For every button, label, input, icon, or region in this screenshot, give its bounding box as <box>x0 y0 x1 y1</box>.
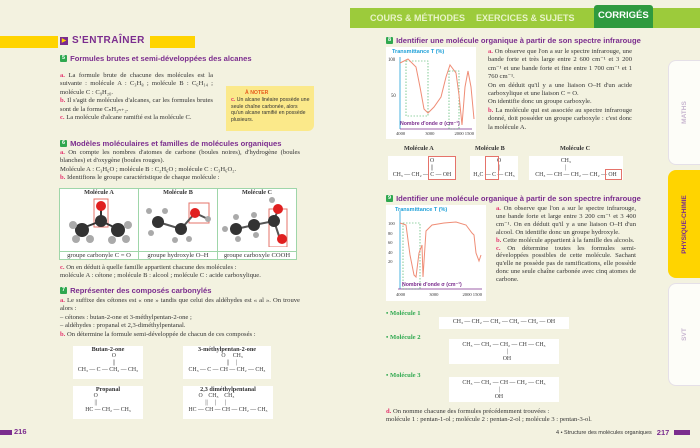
molecule-1-label: • Molécule 1 <box>386 310 421 317</box>
molecule-cell: Molécule B groupe hydroxyle O–H <box>139 189 218 259</box>
side-tab-svt[interactable]: SVT <box>668 283 700 386</box>
formula-molecule-c: CH₃ | CH₃ — CH — CH₂ — CH₂ — OH <box>529 156 623 180</box>
exercise-7-body: a. Le suffixe des cétones est « one » tandis que celui des aldéhydes est « al ». On trouve alors : – cétones : butan-2-one et 3-méthylpentan-2-one ; – aldéhydes : propanal et 2,3-diméthylpentanal. b. On détermine la formule semi-développée de chacun de ces composés : <box>60 297 300 338</box>
molecule-b-model <box>143 197 215 245</box>
tab-cours-methodes[interactable]: COURS & MÉTHODES <box>370 13 466 23</box>
title-bar-right <box>150 36 195 48</box>
exercise-5-body: a. La formule brute de chacune des molécules est la suivante : molécule A : C₃H₈ ; molécule B : C₆H₁₄ ; molécule C : C₉H₂₀. b. Il s'agit de molécules d'alcanes, car les formules brutes sont de la forme CₙH₂ₙ₊₂. c. La molécule d'alcane ramifié est la molécule C. <box>60 72 213 122</box>
exercise-6-heading: 6 Modèles moléculaires et familles de molécules organiques <box>62 139 282 148</box>
exercise-9-conclusion: d. On nomme chacune des formules précédemment trouvées : molécule 1 : pentan-1-ol ; molécule 2 : pentan-2-ol ; molécule 3 : pentan-3-ol. <box>386 408 592 424</box>
footer: 4 • Structure des molécules organiques 217 <box>556 428 690 437</box>
page-number-left: 216 <box>14 427 27 436</box>
exercise-8-body: a. On observe que l'on a sur le spectre infrarouge, une bande forte et très large entre 2 600 cm⁻¹ et 3 200 cm⁻¹ et une bande forte et fine entre 1 700 cm⁻¹ et 1 760 cm⁻¹. On en déduit qu'il y a une liaison O–H d'un acide carboxylique et une liaison C = O. On identifie donc un groupe carboxyle. b. La molécule qui est associée au spectre infrarouge donné, doit posséder un groupe carboxyle : c'est donc la molécule A. <box>488 48 633 131</box>
molecule-c-model <box>220 195 296 247</box>
exercise-9-body: a. On observe que l'on a sur le spectre infrarouge, une bande forte et large entre 3 200 cm⁻¹ et 3 400 cm⁻¹. On en déduit qu'il y a une liaison O–H d'un alcool. On identifie donc un groupe hydroxyle. b. Cette molécule appartient à la famille des alcools. c. On détermine toutes les formules semi-développées possibles de cette molécule. Sachant qu'elle ne possède pas de ramifications, elle possède donc une seule chaîne carbonée avec cinq atomes de carbone. <box>496 205 636 284</box>
formula-propanal: Propanal O || HC — CH₂ — CH₃ <box>73 386 143 419</box>
exercise-8-heading: 8 Identifier une molécule organique à partir de son spectre infrarouge <box>388 36 641 45</box>
formula-molecule-a: O || CH₃ — CH₂ — C — OH <box>388 156 456 180</box>
carbonyl-highlight <box>486 157 498 179</box>
molecule-cell: Molécule C groupe carboxyle COOH <box>218 189 296 259</box>
carboxyl-highlight <box>429 157 455 179</box>
x-ticks: 4000 3000 2000 1500 <box>396 292 482 297</box>
note-box: À NOTER c. Un alcane linéaire possède une seule chaîne carbonée, alors qu'un alcane ramifié en possède plusieurs. <box>226 86 314 131</box>
molecule-models-table <box>59 188 297 260</box>
formula-butan-2-one: Butan-2-one O || CH₃ — C — CH₂ — CH₃ <box>73 346 143 379</box>
x-ticks: 4000 3000 2000 1500 <box>396 131 474 136</box>
hydroxyl-highlight <box>606 170 621 179</box>
molecule-3-label: • Molécule 3 <box>386 372 421 379</box>
ir-spectrum-8: Transmittance T (%) 100 50 Nombre d'onde σ (cm⁻¹) 4000 3000 2000 1500 <box>386 47 476 139</box>
section-title: ▶ S'ENTRAÎNER <box>61 35 145 46</box>
molecule-cell: Molécule A groupe carbonyle C = O <box>60 189 139 259</box>
formula-molecule-b: O || H₃C — C — CH₃ <box>470 156 518 180</box>
title-bar-left <box>0 36 58 48</box>
page-bar <box>674 430 690 435</box>
tab-exercices-sujets[interactable]: EXERCICES & SUJETS <box>476 13 575 23</box>
side-tab-physique-chimie[interactable]: PHYSIQUE-CHIMIE <box>668 170 700 278</box>
exercise-6-body: a. On compte les nombres d'atomes de carbone (boules noires), d'hydrogène (boules blanches) et d'oxygène (boules rouges). Molécule A : C₃H₆O ; molécule B : C₂H₆O ; molécule C : C₃H₆O₂. b. Identifions le groupe caractéristique de chaque molécule : <box>60 149 300 182</box>
exercise-7-heading: 7 Représenter des composés carbonylés <box>62 286 212 295</box>
molecule-a-model <box>68 197 132 245</box>
y-ticks: 100 80 60 40 20 <box>388 221 395 264</box>
formula-molecule-2: CH₃ — CH₂ — CH₂ — CH — CH₃ | OH <box>449 339 559 364</box>
molecule-2-label: • Molécule 2 <box>386 334 421 341</box>
ir-spectrum-9: Transmittance T (%) 100 80 60 40 20 Nombre d'onde σ (cm⁻¹) 4000 3000 2000 1500 <box>386 205 486 301</box>
exercise-5-heading: 5 Formules brutes et semi-développées des alcanes <box>62 54 252 63</box>
side-tab-maths[interactable]: MATHS <box>668 60 700 165</box>
exercise-6-conclusion: c. On en déduit à quelle famille appartient chacune des molécules : molécule A : cétone ; molécule B : alcool ; molécule C : acide carboxylique. <box>60 264 261 280</box>
formula-3-methylpentan-2-one: 3-méthylpentan-2-one O CH₃ || | CH₃ — C — CH — CH₂ — CH₃ <box>183 346 271 379</box>
exercise-9-heading: 9 Identifier une molécule organique à partir de son spectre infrarouge <box>388 194 641 203</box>
formula-2-3-dimethylpentanal: 2,3 diméthylpentanal O CH₃ CH₃ || | | HC — CH — CH — CH₂ — CH₃ <box>183 386 273 419</box>
formula-molecule-3: CH₃ — CH₂ — CH — CH₂ — CH₃ | OH <box>449 377 559 402</box>
page-bar <box>0 430 12 435</box>
tab-corriges[interactable]: CORRIGÉS <box>594 5 653 28</box>
play-icon: ▶ <box>61 37 67 44</box>
formula-molecule-1: CH₃ — CH₂ — CH₂ — CH₂ — CH₂ — OH <box>439 317 569 329</box>
